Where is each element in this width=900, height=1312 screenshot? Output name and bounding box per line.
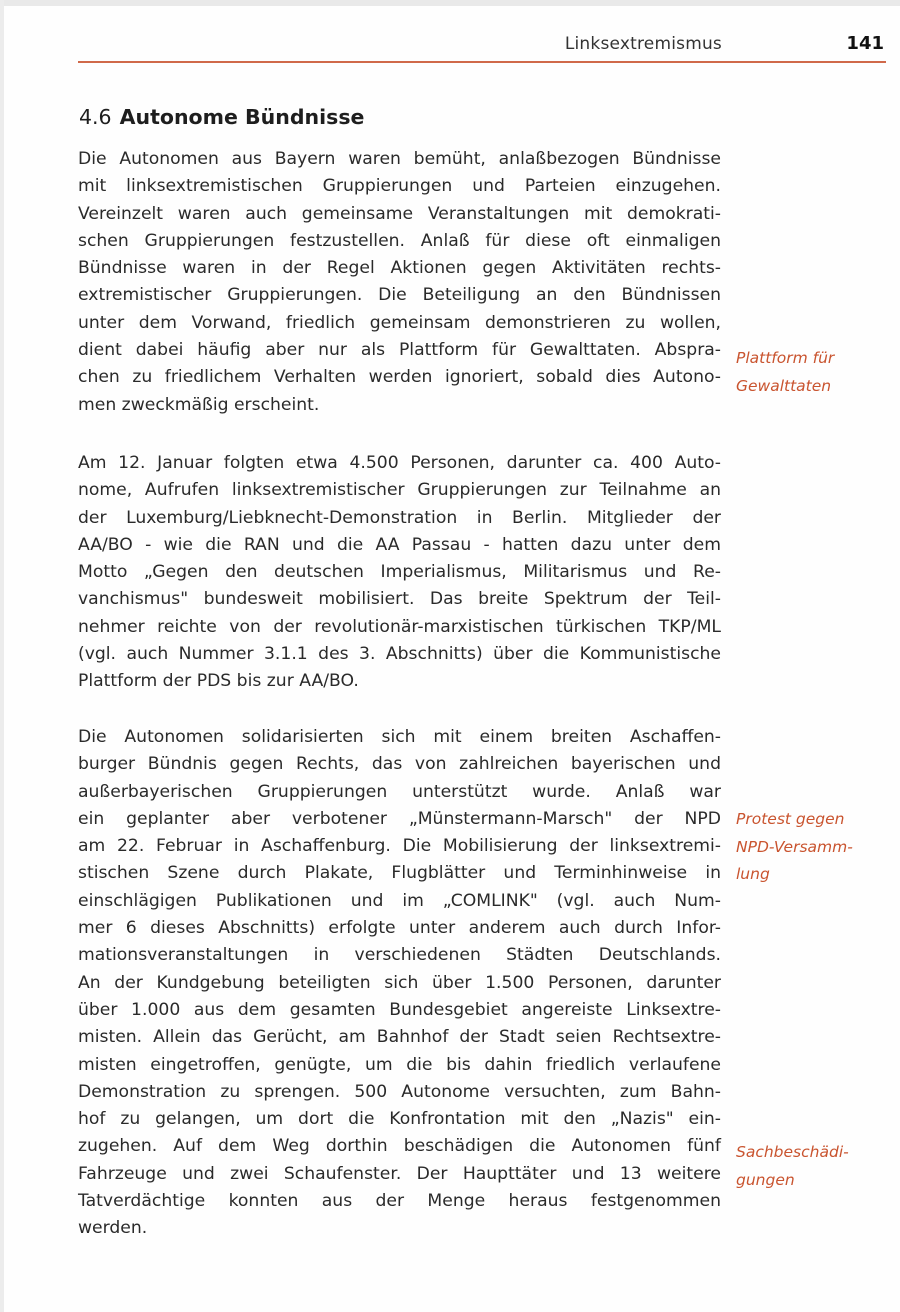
margin-note-line: Plattform für (736, 349, 835, 367)
text-line: misten. Allein das Gerücht, am Bahnhof der Stadt seien Rechtsextre- (78, 1027, 721, 1048)
text-line: Am 12. Januar folgten etwa 4.500 Personen, darunter ca. 400 Auto- (78, 453, 721, 473)
text-line: schen Gruppierungen festzustellen. Anlaß für diese oft einmaligen (78, 230, 721, 251)
text-line: stischen Szene durch Plakate, Flugblätter und Terminhinweise in (78, 863, 721, 884)
margin-note-line: Sachbeschädi- (736, 1143, 849, 1161)
margin-note-line: lung (736, 865, 770, 883)
text-line: über 1.000 aus dem gesamten Bundesgebiet angereiste Linksextre- (78, 999, 721, 1020)
section-number: 4.6 (79, 105, 112, 129)
text-line: Die Autonomen aus Bayern waren bemüht, anlaßbezogen Bündnisse (78, 149, 721, 169)
text-line: Plattform der PDS bis zur AA/BO. (78, 671, 359, 692)
margin-note-line: Protest gegen (736, 810, 845, 828)
page-number: 141 (846, 33, 884, 54)
text-line: Fahrzeuge und zwei Schaufenster. Der Haupttäter und 13 weitere (78, 1163, 721, 1184)
header-rule (78, 61, 886, 63)
text-line: zugehen. Auf dem Weg dorthin beschädigen die Autonomen fünf (78, 1136, 721, 1157)
margin-note-line: gungen (736, 1170, 795, 1189)
text-line: (vgl. auch Nummer 3.1.1 des 3. Abschnitts) über die Kommunistische (78, 644, 721, 665)
text-line: nome, Aufrufen linksextremistischer Gruppierungen zur Teilnahme an (78, 480, 721, 501)
text-line: Bündnisse waren in der Regel Aktionen gegen Aktivitäten rechts- (78, 258, 721, 279)
text-line: hof zu gelangen, um dort die Konfrontation mit den „Nazis" ein- (78, 1109, 721, 1130)
text-line: mationsveranstaltungen in verschiedenen Städten Deutschlands. (78, 945, 721, 966)
text-line: burger Bündnis gegen Rechts, das von zahlreichen bayerischen und (78, 754, 721, 775)
text-line: misten eingetroffen, genügte, um die bis dahin friedlich verlaufene (78, 1054, 721, 1075)
text-line: men zweckmäßig erscheint. (78, 394, 320, 415)
text-line: Motto „Gegen den deutschen Imperialismus, Militarismus und Re- (78, 562, 721, 583)
text-line: am 22. Februar in Aschaffenburg. Die Mobilisierung der linksextremi- (78, 836, 721, 857)
text-line: Vereinzelt waren auch gemeinsame Veranstaltungen mit demokrati- (78, 203, 721, 224)
margin-note-sachbeschaedigungen (736, 1139, 896, 1194)
page-top-edge (0, 0, 900, 6)
paragraph-aschaffenburg (78, 724, 721, 1243)
margin-note-plattform (736, 345, 896, 400)
text-line: werden. (78, 1218, 148, 1239)
section-heading (79, 105, 364, 129)
text-line: An der Kundgebung beteiligten sich über 1.500 Personen, darunter (78, 972, 721, 993)
paragraph-alliances (78, 146, 721, 419)
text-line: dient dabei häufig aber nur als Plattform für Gewalttaten. Abspra- (78, 340, 721, 361)
text-line: außerbayerischen Gruppierungen unterstützt wurde. Anlaß war (78, 781, 721, 802)
page-left-edge (0, 0, 4, 1312)
text-line: vanchismus" bundesweit mobilisiert. Das breite Spektrum der Teil- (78, 589, 721, 610)
text-line: ein geplanter aber verbotener „Münstermann-Marsch" der NPD (78, 808, 721, 829)
margin-note-line: NPD-Versamm- (736, 837, 853, 856)
text-line: Demonstration zu sprengen. 500 Autonome versuchten, zum Bahn- (78, 1081, 721, 1102)
margin-note-protest (736, 806, 896, 889)
text-line: nehmer reichte von der revolutionär-marxistischen türkischen TKP/ML (78, 616, 721, 637)
paragraph-berlin-demonstration (78, 450, 721, 696)
text-line: einschlägigen Publikationen und im „COMLINK" (vgl. auch Num- (78, 890, 721, 911)
text-line: chen zu friedlichem Verhalten werden ignoriert, sobald dies Autono- (78, 367, 721, 388)
text-line: Tatverdächtige konnten aus der Menge heraus festgenommen (78, 1191, 721, 1212)
running-title: Linksextremismus (564, 34, 722, 54)
text-line: der Luxemburg/Liebknecht-Demonstration in Berlin. Mitglieder der (78, 507, 721, 528)
margin-note-line: Gewalttaten (736, 376, 832, 395)
text-line: Die Autonomen solidarisierten sich mit einem breiten Aschaffen- (78, 727, 721, 747)
text-line: mer 6 dieses Abschnitts) erfolgte unter anderem auch durch Infor- (78, 918, 721, 939)
text-line: mit linksextremistischen Gruppierungen und Parteien einzugehen. (78, 176, 721, 197)
text-line: AA/BO - wie die RAN und die AA Passau - hatten dazu unter dem (78, 534, 721, 555)
text-line: unter dem Vorwand, friedlich gemeinsam demonstrieren zu wollen, (78, 312, 721, 333)
section-title: Autonome Bündnisse (119, 105, 365, 129)
text-line: extremistischer Gruppierungen. Die Beteiligung an den Bündnissen (78, 285, 721, 306)
running-header (0, 30, 900, 62)
